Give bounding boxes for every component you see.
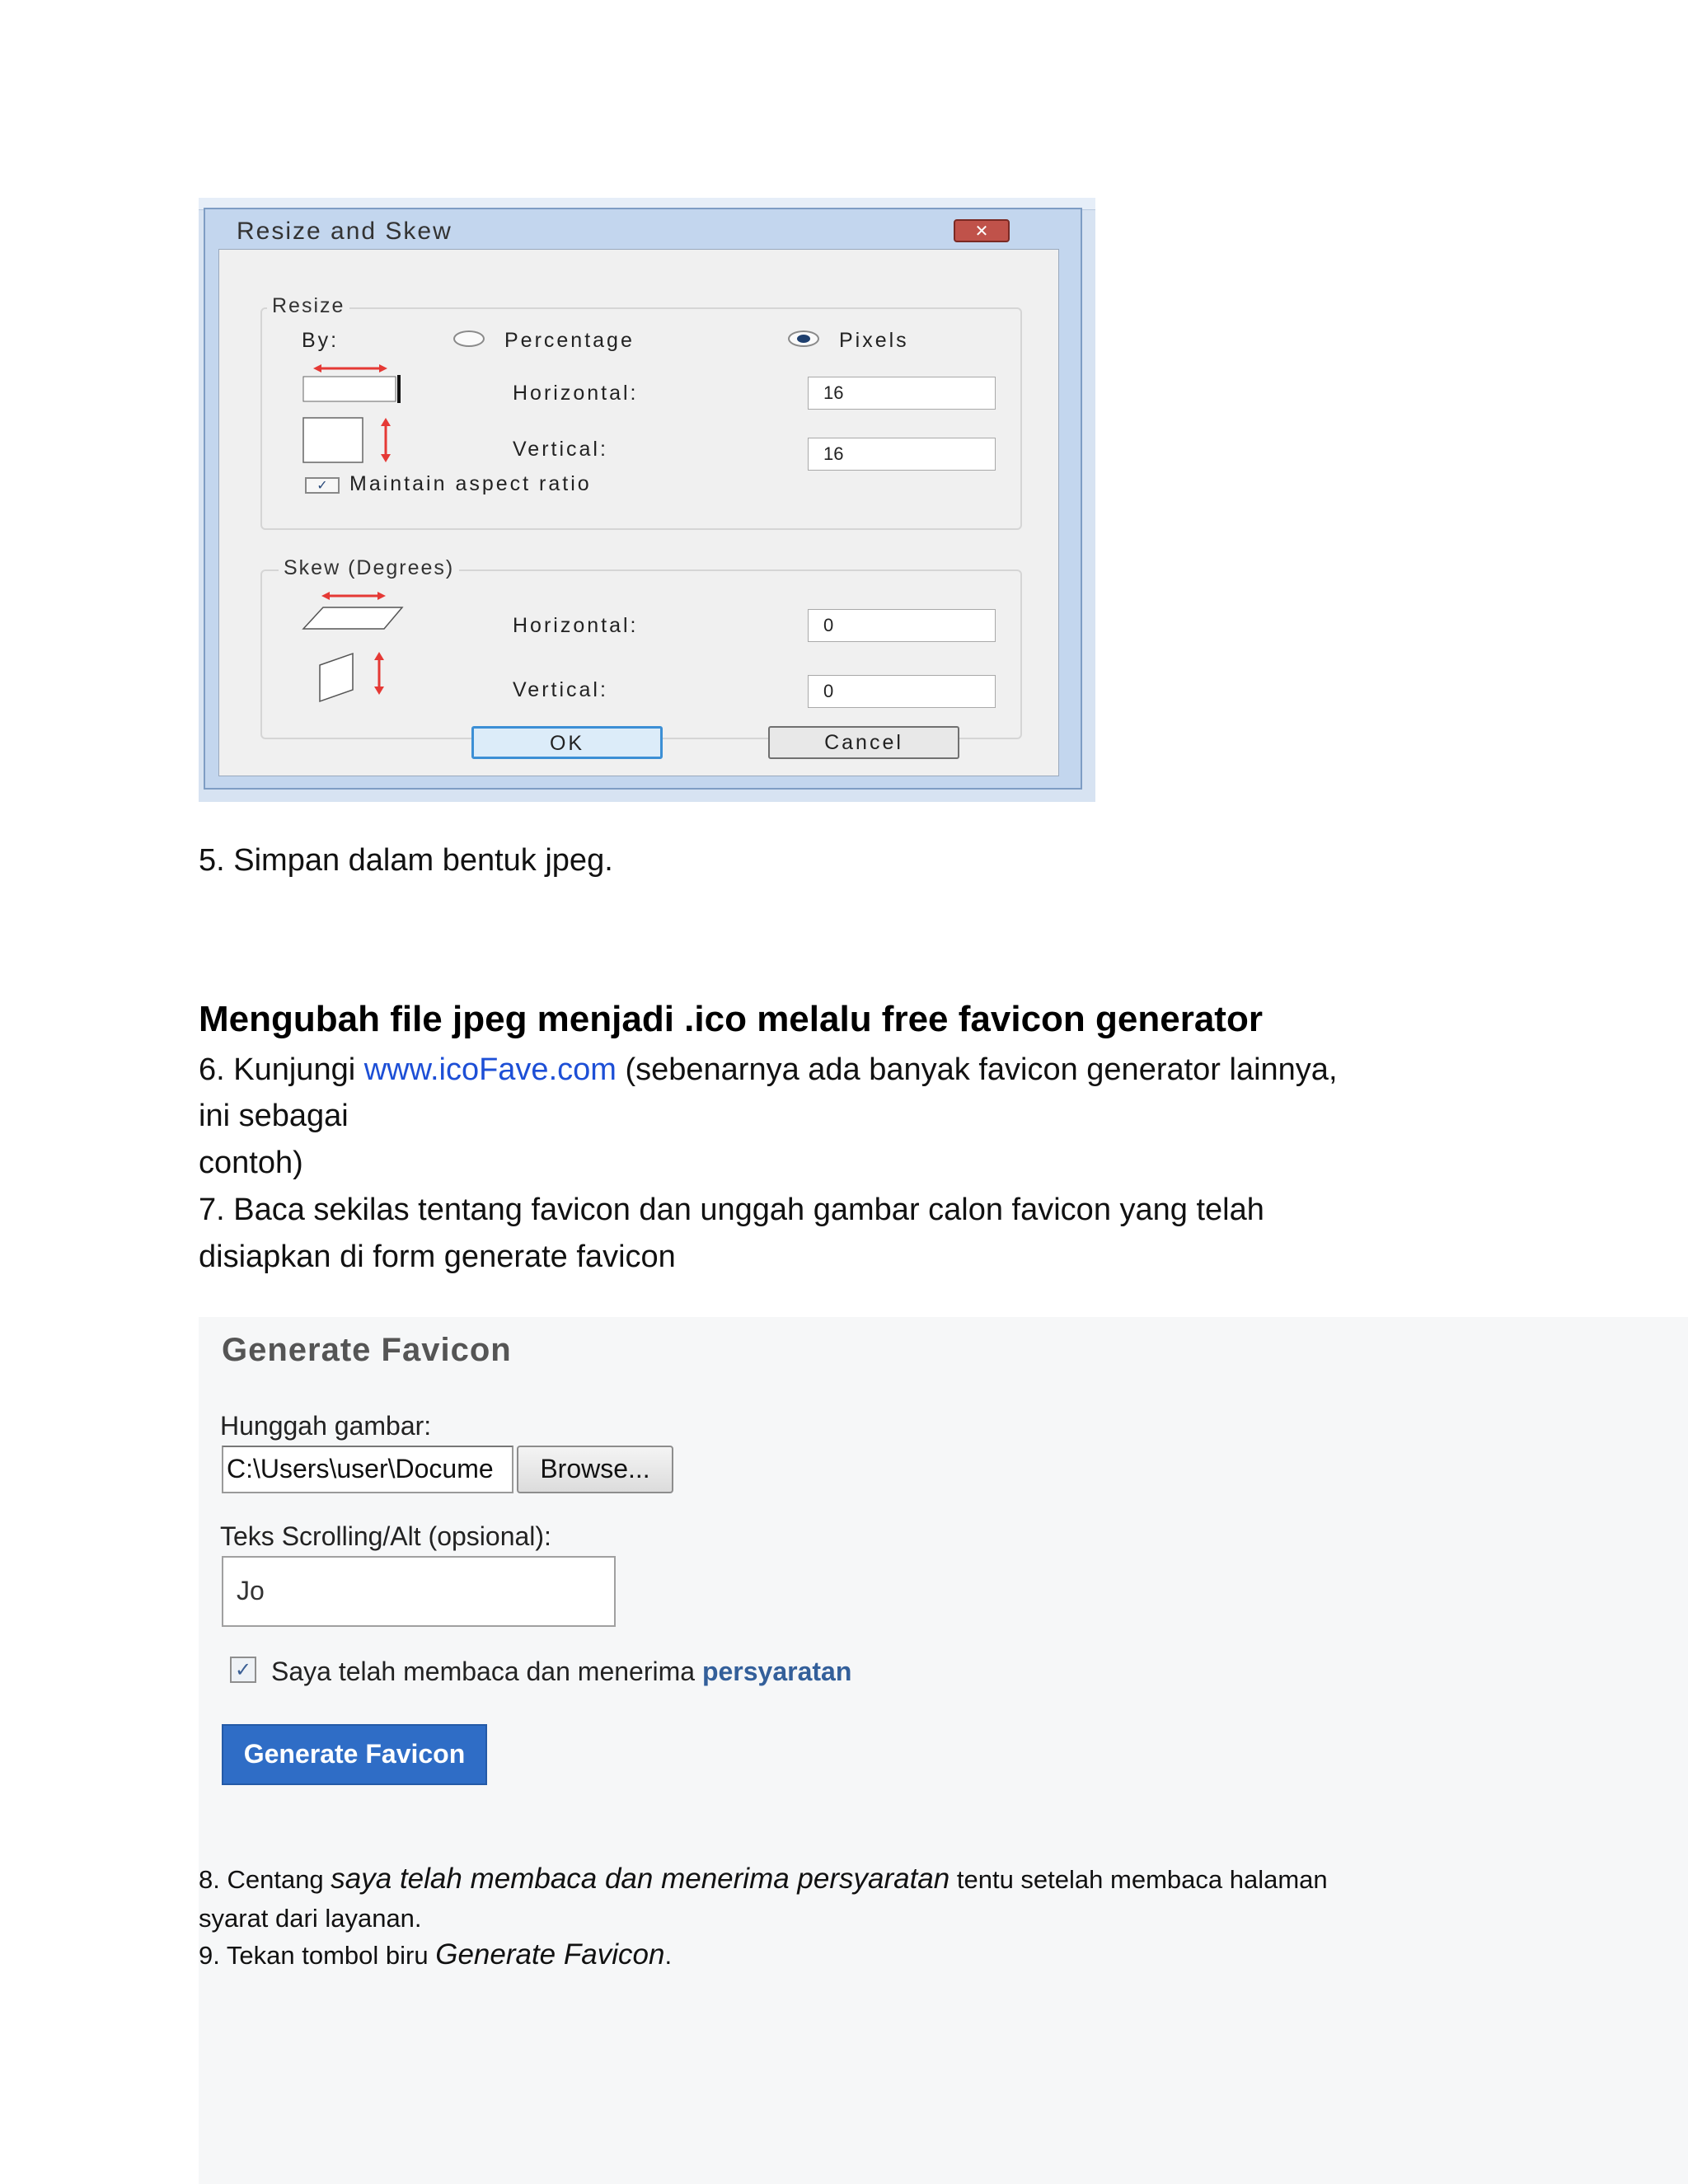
vertical-resize-icon	[302, 416, 404, 466]
terms-checkbox[interactable]: ✓	[230, 1657, 256, 1683]
horizontal-skew-icon	[302, 591, 409, 632]
resize-vertical-label: Vertical:	[513, 438, 608, 461]
step-5: 5. Simpan dalam bentuk jpeg.	[199, 843, 613, 878]
alt-text-label: Teks Scrolling/Alt (opsional):	[220, 1521, 551, 1551]
pixels-radio[interactable]	[788, 330, 819, 347]
dialog-title: Resize and Skew	[237, 218, 452, 245]
maintain-aspect-label: Maintain aspect ratio	[349, 472, 592, 495]
percentage-label: Percentage	[504, 329, 635, 352]
terms-label: Saya telah membaca dan menerima	[271, 1657, 702, 1686]
resize-horizontal-input[interactable]: 16	[808, 377, 996, 410]
step-9	[199, 1937, 672, 1974]
resize-group-label: Resize	[267, 294, 349, 318]
percentage-radio[interactable]	[453, 330, 485, 347]
step-6-line-1	[199, 1047, 1338, 1093]
skew-horizontal-label: Horizontal:	[513, 614, 639, 637]
terms-text	[271, 1657, 851, 1687]
vertical-skew-icon	[318, 650, 392, 705]
pixels-label: Pixels	[839, 329, 909, 352]
resize-horizontal-label: Horizontal:	[513, 382, 639, 405]
step-8-suffix: tentu setelah membaca halaman	[950, 1865, 1328, 1894]
step-6-line-2: ini sebagai	[199, 1099, 349, 1133]
skew-horizontal-input[interactable]: 0	[808, 609, 996, 642]
dialog-client-area	[218, 249, 1059, 776]
generate-favicon-screenshot	[199, 1317, 1688, 2184]
maintain-aspect-checkbox[interactable]: ✓	[305, 477, 340, 494]
alt-text-input[interactable]: Jo	[222, 1556, 616, 1627]
close-icon: ✕	[974, 221, 989, 241]
icofave-link[interactable]: www.icoFave.com	[363, 1052, 617, 1087]
step-6-prefix: 6. Kunjungi	[199, 1052, 364, 1087]
file-path-input[interactable]: C:\Users\user\Docume	[222, 1446, 513, 1493]
step-9-emphasis: Generate Favicon	[435, 1938, 665, 1971]
cancel-button[interactable]: Cancel	[768, 726, 959, 759]
ok-button[interactable]: OK	[471, 726, 663, 759]
resize-dialog-screenshot	[199, 198, 1095, 802]
step-6-line-3: contoh)	[199, 1146, 303, 1180]
upload-label: Hunggah gambar:	[220, 1411, 432, 1441]
step-9-prefix: 9. Tekan tombol biru	[199, 1941, 436, 1970]
skew-vertical-input[interactable]: 0	[808, 675, 996, 708]
browse-button[interactable]: Browse...	[517, 1446, 673, 1493]
step-8-line-2: syarat dari layanan.	[199, 1904, 422, 1933]
step-7-line-2: disiapkan di form generate favicon	[199, 1240, 676, 1274]
close-button[interactable]	[954, 219, 1010, 242]
generate-favicon-button[interactable]: Generate Favicon	[222, 1724, 487, 1785]
resize-vertical-input[interactable]: 16	[808, 438, 996, 471]
step-9-suffix: .	[664, 1941, 673, 1970]
section-heading: Mengubah file jpeg menjadi .ico melalu free favicon generator	[199, 999, 1263, 1039]
terms-link[interactable]: persyaratan	[701, 1657, 852, 1686]
form-title: Generate Favicon	[222, 1332, 512, 1368]
step-8-emphasis: saya telah membaca dan menerima persyaratan	[331, 1863, 950, 1895]
step-6-suffix: (sebenarnya ada banyak favicon generator lainnya,	[616, 1052, 1338, 1087]
step-7-line-1: 7. Baca sekilas tentang favicon dan unggah gambar calon favicon yang telah	[199, 1193, 1264, 1227]
step-8-prefix: 8. Centang	[199, 1865, 331, 1894]
by-label: By:	[302, 329, 340, 352]
skew-group-label: Skew (Degrees)	[279, 556, 459, 580]
skew-vertical-label: Vertical:	[513, 678, 608, 701]
step-8-line-1	[199, 1861, 1328, 1898]
horizontal-resize-icon	[302, 363, 404, 403]
